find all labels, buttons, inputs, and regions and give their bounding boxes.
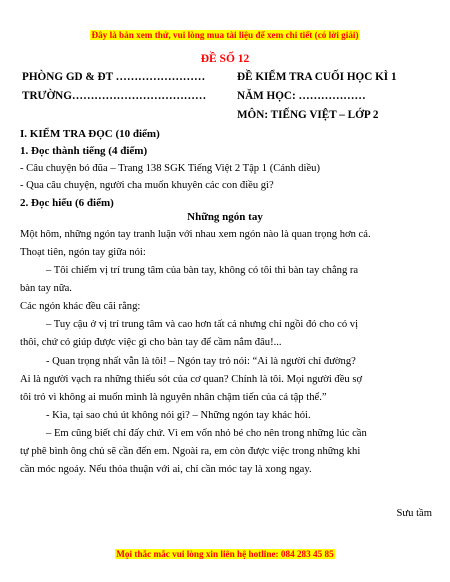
school-year: NĂM HỌC: ……………… [237, 90, 366, 102]
exam-title: ĐỀ KIỂM TRA CUỐI HỌC KÌ 1 [237, 71, 397, 83]
story-line: Các ngón khác đều cãi rằng: [20, 301, 141, 312]
story-line: Một hôm, những ngón tay tranh luận với nhau xem ngón nào là quan trọng hơn cả. [20, 229, 371, 240]
subject-label: MÔN: TIẾNG VIỆT – LỚP 2 [237, 109, 379, 121]
story-line: – Tôi chiếm vị trí trung tâm của bàn tay, không có tôi thì bàn tay chẳng ra [46, 265, 359, 276]
story-title: Những ngón tay [187, 211, 263, 223]
part1-item: - Câu chuyện bó đũa – Trang 138 SGK Tiếng Việt 2 Tập 1 (Cánh diều) [20, 163, 320, 174]
part1-title: 1. Đọc thành tiếng (4 điểm) [20, 145, 148, 157]
story-line: cần móc ngoáy. Nếu thỏa thuận với ai, chỉ cần móc tay là xong ngay. [20, 464, 312, 475]
section-title-reading: I. KIỂM TRA ĐỌC (10 điểm) [20, 128, 160, 140]
story-line: Ai là người vạch ra những thiếu sót của cơ quan? Chính là tôi. Mọi người đều sợ [20, 374, 363, 385]
exam-number: ĐỀ SỐ 12 [200, 53, 250, 65]
hotline-banner [0, 544, 450, 562]
story-line: Thoạt tiên, ngón tay giữa nói: [20, 247, 146, 258]
part1-item: - Qua câu chuyện, người cha muốn khuyên các con điều gì? [20, 180, 274, 191]
story-line: – Tuy cậu ở vị trí trung tâm và cao hơn tất cả nhưng chỉ ngồi đó cho có vị [46, 319, 359, 330]
hotline-text: Mọi thắc mắc vui lòng xin liên hệ hotline: 084 283 45 85 [116, 549, 334, 559]
story-line: bàn tay nữa. [20, 283, 72, 294]
story-source: Sưu tầm [396, 508, 432, 519]
school-label: TRƯỜNG……………………………… [22, 90, 207, 102]
story-line: thôi, chứ có giúp được việc gì cho bàn tay để cầm nắm đâu!... [20, 337, 282, 348]
story-line: tôi trỏ vì không ai muốn mình là nguyên nhân chậm tiến của cả tập thể.” [20, 392, 327, 403]
story-line: tự phê bình ông chủ sẽ cần đến em. Ngoài ra, em còn được việc trong những khi [20, 446, 361, 457]
part2-title: 2. Đọc hiểu (6 điểm) [20, 197, 114, 209]
story-line: - Kìa, tại sao chú út không nói gì? – Những ngón tay khác hỏi. [46, 410, 311, 421]
story-line: – Em cũng biết chỉ đấy chứ. Vì em vốn nhỏ bé cho nên trong những lúc cần [46, 428, 367, 439]
preview-notice-text: Đây là bản xem thử, vui lòng mua tài liệu để xem chi tiết (có lời giải) [91, 30, 359, 40]
preview-notice-banner [0, 25, 450, 43]
story-line: - Quan trọng nhất vẫn là tôi! – Ngón tay trỏ nói: “Ai là người chỉ đường? [46, 356, 356, 367]
department-label: PHÒNG GD & ĐT …………………… [22, 71, 206, 83]
